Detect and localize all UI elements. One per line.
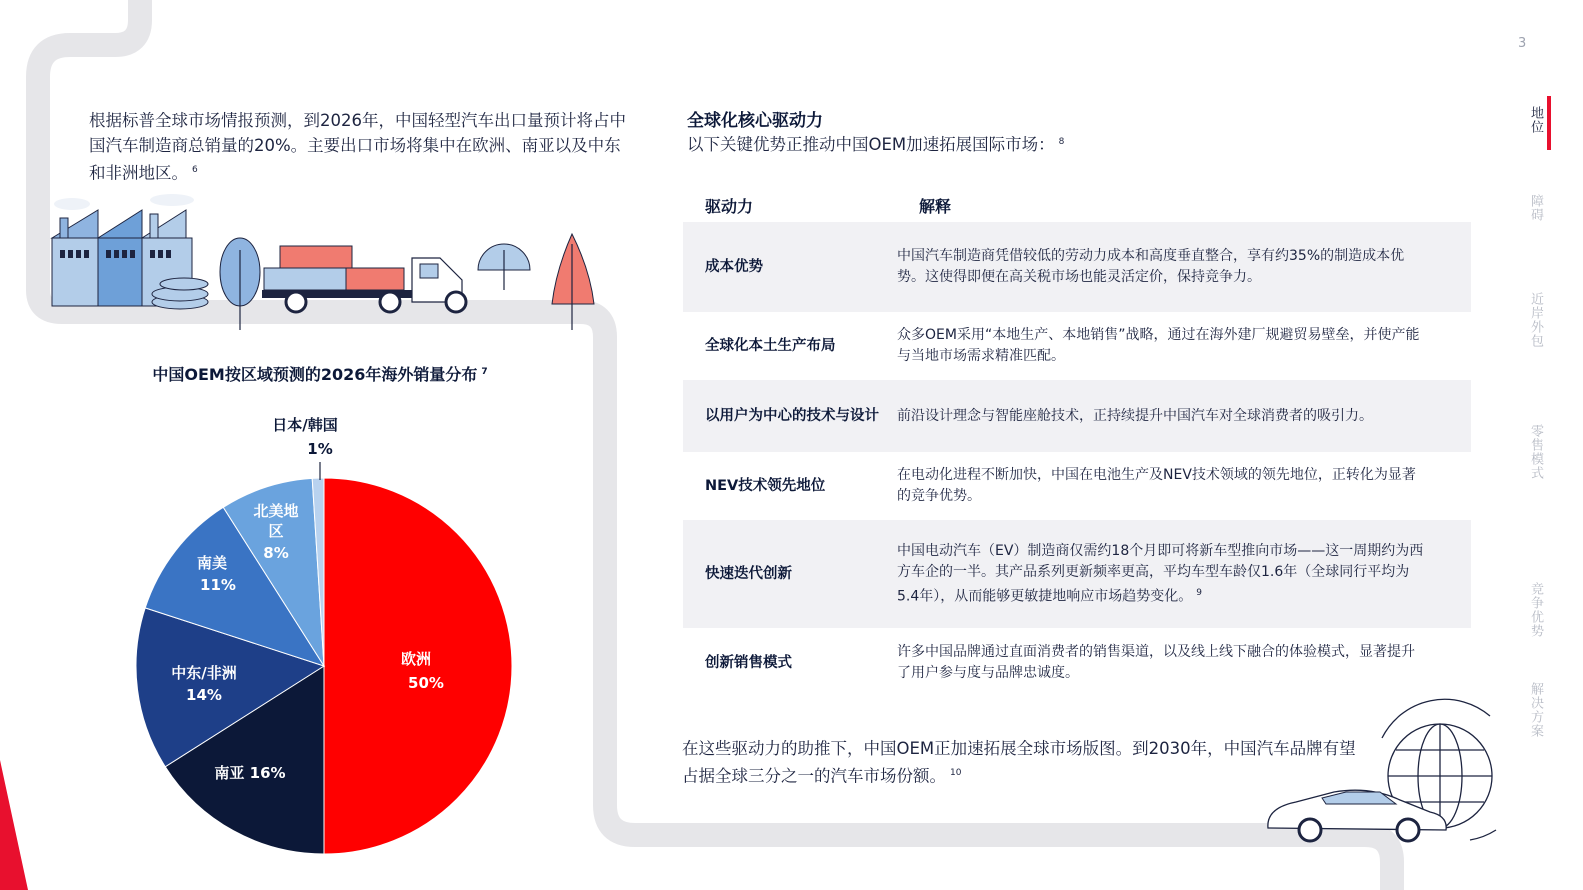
nav-item-competitive-advantage[interactable]: 竞争优势	[1528, 582, 1543, 638]
label-japan-korea-pct: 1%	[307, 440, 333, 458]
driver-desc-text: 中国电动汽车（EV）制造商仅需约18个月即可将新车型推向市场——这一周期约为西方车企的一半。其产品系列更新频率更高，平均车型车龄仅1.6年（全球同行平均为5.4年），从而能够更敏捷地响应市场趋势变化。	[897, 542, 1424, 605]
table-row	[683, 222, 1471, 312]
header-driver: 驱动力	[705, 196, 754, 216]
label-south-america-name: 南美	[196, 554, 228, 572]
driver-name: 全球化本土生产布局	[705, 337, 836, 354]
driver-name: 创新销售模式	[705, 654, 792, 671]
driver-desc-text: 前沿设计理念与智能座舱技术，正持续提升中国汽车对全球消费者的吸引力。	[897, 407, 1373, 424]
driver-name: NEV技术领先地位	[705, 477, 826, 494]
driver-desc	[883, 541, 1427, 608]
table-row	[683, 452, 1471, 520]
driver-desc	[883, 246, 1427, 288]
driver-desc	[883, 406, 1427, 427]
conclusion-text: 在这些驱动力的助推下，中国OEM正加速拓展全球市场版图。到2030年，中国汽车品牌有望占据全球三分之一的汽车市场份额。	[682, 739, 1356, 786]
intro-paragraph	[89, 108, 629, 186]
driver-desc	[883, 642, 1427, 684]
nav-item-solutions[interactable]: 解决方案	[1528, 682, 1543, 738]
driver-desc	[883, 325, 1427, 367]
driver-desc-text: 中国汽车制造商凭借较低的劳动力成本和高度垂直整合，享有约35%的制造成本优势。这使得即便在高关税市场也能灵活定价，保持竞争力。	[897, 248, 1405, 285]
section-nav	[1505, 0, 1565, 890]
nav-item-barriers[interactable]: 障碍	[1528, 194, 1543, 222]
intro-ref: 6	[192, 165, 198, 175]
pie-title-ref: 7	[481, 366, 488, 377]
driver-desc	[883, 465, 1427, 507]
label-south-america-pct: 11%	[200, 576, 236, 594]
header-explanation: 解释	[919, 196, 952, 216]
table-row	[683, 520, 1471, 628]
pie-chart	[100, 400, 540, 870]
driver-name: 成本优势	[705, 258, 763, 275]
pie-title-text: 中国OEM按区域预测的2026年海外销量分布	[152, 365, 478, 384]
round-tree-icon	[478, 244, 530, 290]
driver-desc-text: 许多中国品牌通过直面消费者的销售渠道，以及线上线下融合的体验模式，显著提升了用户参与度与品牌忠诚度。	[897, 644, 1415, 681]
driver-name: 快速迭代创新	[705, 565, 792, 582]
drivers-subtitle-ref: 8	[1058, 136, 1065, 147]
nav-active-indicator	[1547, 96, 1551, 150]
driver-desc-text: 众多OEM采用“本地生产、本地销售”战略，通过在海外建厂规避贸易壁垒，并使产能与当地市场需求精准匹配。	[897, 327, 1420, 364]
drivers-title: 全球化核心驱动力	[687, 111, 823, 131]
driver-name: 以用户为中心的技术与设计	[705, 407, 879, 424]
table-row	[683, 628, 1471, 698]
red-corner-triangle	[0, 760, 28, 890]
drivers-subtitle	[687, 131, 1064, 155]
conclusion-ref: 10	[950, 768, 962, 778]
driver-desc-text: 在电动化进程不断加快，中国在电池生产及NEV技术领域的领先地位，正转化为显著的竞争优势。	[897, 467, 1416, 504]
drivers-table	[683, 188, 1471, 698]
intro-text: 根据标普全球市场情报预测，到2026年，中国轻型汽车出口量预计将占中国汽车制造商总销量的20%。主要出口市场将集中在欧洲、南亚以及中东和非洲地区。	[89, 111, 626, 183]
table-row	[683, 312, 1471, 380]
nav-item-status[interactable]: 地位	[1528, 106, 1543, 134]
label-mea-name: 中东/非洲	[171, 664, 237, 682]
label-japan-korea-name: 日本/韩国	[272, 416, 338, 434]
table-row	[683, 380, 1471, 452]
drivers-subtitle-text: 以下关键优势正推动中国OEM加速拓展国际市场：	[687, 135, 1055, 154]
label-mea-pct: 14%	[186, 686, 222, 704]
label-europe-name: 欧洲	[400, 650, 432, 668]
driver-desc-ref: 9	[1196, 587, 1202, 598]
drivers-table-header	[683, 188, 1471, 222]
label-north-america-line2: 区	[268, 522, 284, 540]
nav-item-nearshoring[interactable]: 近岸外包	[1528, 292, 1543, 348]
page-number: 3	[1518, 36, 1527, 51]
conclusion-paragraph	[682, 736, 1362, 789]
nav-item-retail-model[interactable]: 零售模式	[1528, 424, 1543, 480]
label-north-america-line1: 北美地	[253, 502, 299, 520]
label-south-asia: 南亚 16%	[214, 764, 286, 782]
pie-chart-title	[95, 362, 545, 385]
label-europe-pct: 50%	[408, 674, 444, 692]
label-north-america-pct: 8%	[263, 544, 289, 562]
coins-icon	[152, 278, 208, 309]
